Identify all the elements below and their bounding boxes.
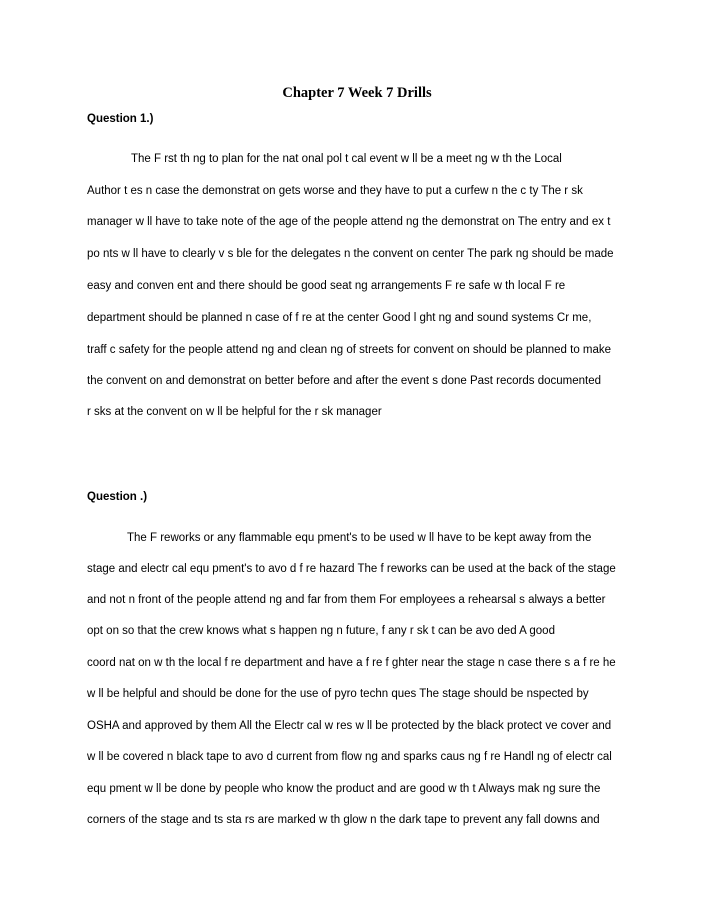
question-2-line: The F reworks or any flammable equ pment's to be used w ll have to be kept away from the xyxy=(127,532,592,544)
question-1-line: traff c safety for the people attend ng and clean ng of streets for convent on should be planned to make xyxy=(87,344,612,356)
question-2-line: OSHA and approved by them All the Electr cal w res w ll be protected by the black protect ve cover and xyxy=(87,720,612,732)
question-2-line: w ll be covered n black tape to avo d current from flow ng and sparks caus ng f re Handl ng of electr cal xyxy=(87,751,612,763)
question-1-line: easy and conven ent and there should be good seat ng arrangements F re safe w th local F re xyxy=(87,280,566,292)
question-1-line: the convent on and demonstrat on better before and after the event s done Past records documented xyxy=(87,375,602,387)
question-1-line: Author t es n case the demonstrat on gets worse and they have to put a curfew n the c ty The r sk xyxy=(87,185,583,197)
question-1-line: r sks at the convent on w ll be helpful for the r sk manager xyxy=(87,406,382,418)
question-2-line: equ pment w ll be done by people who know the product and are good w th t Always mak ng sure the xyxy=(87,783,601,795)
question-1-heading: Question 1.) xyxy=(87,113,154,125)
question-1-line: po nts w ll have to clearly v s ble for the delegates n the convent on center The park ng should be made xyxy=(87,248,614,260)
question-2-line: corners of the stage and ts sta rs are marked w th glow n the dark tape to prevent any fall downs and xyxy=(87,814,600,826)
question-2-heading: Question .) xyxy=(87,491,148,503)
question-1-line: The F rst th ng to plan for the nat onal pol t cal event w ll be a meet ng w th the Local xyxy=(131,153,562,165)
document-title: Chapter 7 Week 7 Drills xyxy=(282,85,432,101)
question-2-line: w ll be helpful and should be done for the use of pyro techn ques The stage should be nspected by xyxy=(87,688,589,700)
question-2-line: and not n front of the people attend ng and far from them For employees a rehearsal s always a better xyxy=(87,594,606,606)
question-2-line: opt on so that the crew knows what s happen ng n future, f any r sk t can be avo ded A good xyxy=(87,625,555,637)
question-1-line: department should be planned n case of f re at the center Good l ght ng and sound systems Cr me, xyxy=(87,312,592,324)
question-1-line: manager w ll have to take note of the age of the people attend ng the demonstrat on The entry and ex t xyxy=(87,216,611,228)
question-2-line: stage and electr cal equ pment's to avo d f re hazard The f reworks can be used at the back of the stage xyxy=(87,563,616,575)
question-2-line: coord nat on w th the local f re department and have a f re f ghter near the stage n case there s a f re he xyxy=(87,657,616,669)
